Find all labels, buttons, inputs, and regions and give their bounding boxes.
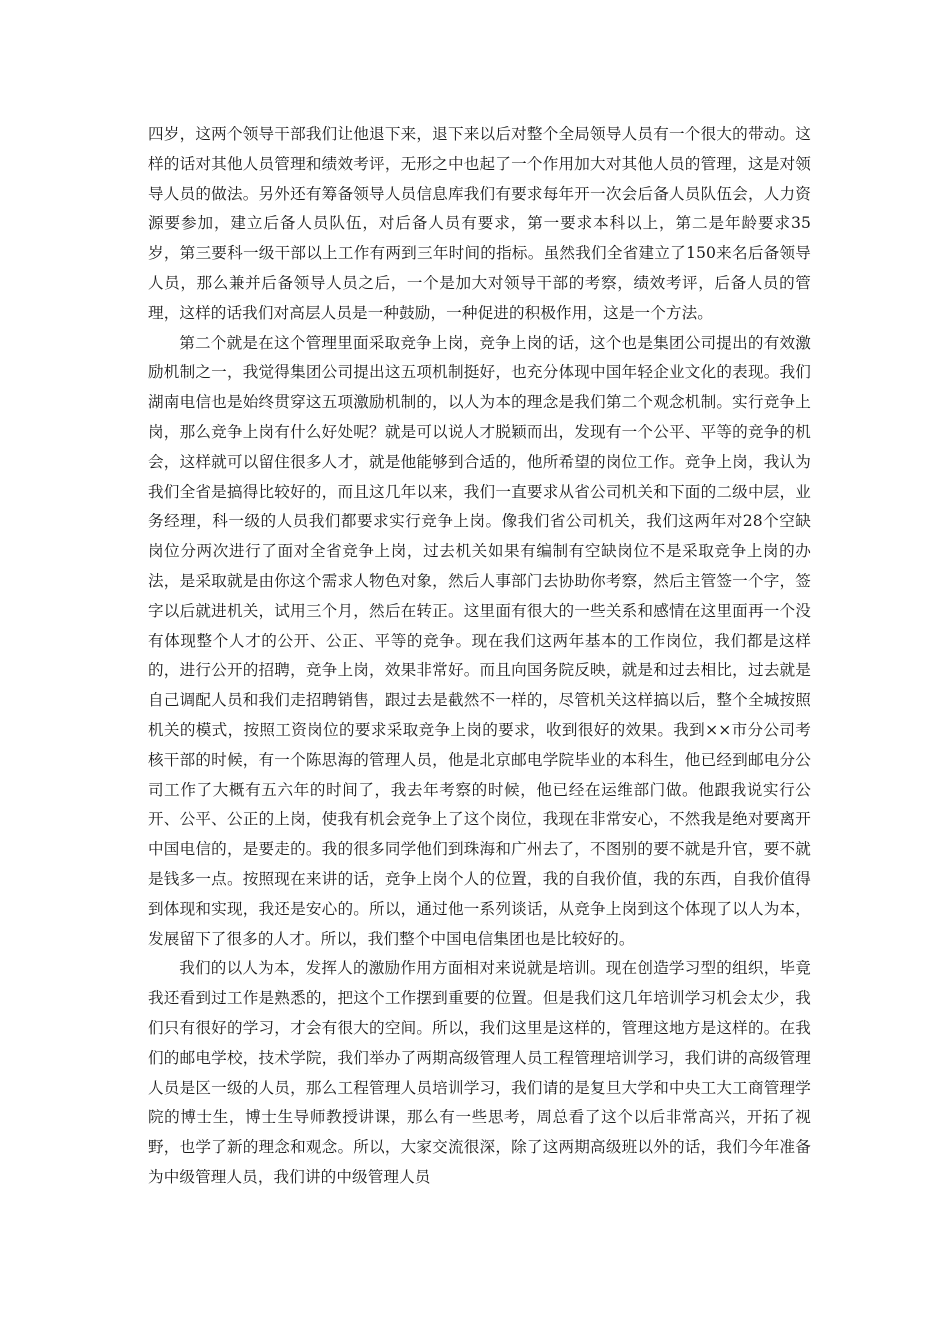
paragraph-3: 我们的以人为本，发挥人的激励作用方面相对来说就是培训。现在创造学习型的组织，毕竟我还看到过工作是熟悉的，把这个工作摆到重要的位置。但是我们这几年培训学习机会太少，我们只有很好的学习，才会有很大的空间。所以，我们这里是这样的，管理这地方是这样的。在我们的邮电学校，技术学院，我们举办了两期高级管理人员工程管理培训学习，我们讲的高级管理人员是区一级的人员，那么工程管理人员培训学习，我们请的是复旦大学和中央工大工商管理学院的博士生，博士生导师教授讲课，那么有一些思考，周总看了这个以后非常高兴，开拓了视野，也学了新的理念和观念。所以，大家交流很深，除了这两期高级班以外的话，我们今年准备为中级管理人员，我们讲的中级管理人员 <box>148 959 811 1186</box>
document-page <box>148 120 811 1193</box>
paragraph-2: 第二个就是在这个管理里面采取竞争上岗，竞争上岗的话，这个也是集团公司提出的有效激励机制之一，我觉得集团公司提出这五项机制挺好，也充分体现中国年轻企业文化的表现。我们湖南电信也是始终贯穿这五项激励机制的，以人为本的理念是我们第二个观念机制。实行竞争上岗，那么竞争上岗有什么好处呢？就是可以说人才脱颖而出，发现有一个公平、平等的竞争的机会，这样就可以留住很多人才，就是他能够到合适的，他所希望的岗位工作。竞争上岗，我认为我们全省是搞得比较好的，而且这几年以来，我们一直要求从省公司机关和下面的二级中层，业务经理，科一级的人员我们都要求实行竞争上岗。像我们省公司机关，我们这两年对28个空缺岗位分两次进行了面对全省竞争上岗，过去机关如果有编制有空缺岗位不是采取竞争上岗的办法，是采取就是由你这个需求人物色对象，然后人事部门去协助你考察，然后主管签一个字，签字以后就进机关，试用三个月，然后在转正。这里面有很大的一些关系和感情在这里面再一个没有体现整个人才的公开、公正、平等的竞争。现在我们这两年基本的工作岗位，我们都是这样的，进行公开的招聘，竞争上岗，效果非常好。而且向国务院反映，就是和过去相比，过去就是自己调配人员和我们走招聘销售，跟过去是截然不一样的，尽管机关这样搞以后，整个全城按照机关的模式，按照工资岗位的要求采取竞争上岗的要求，收到很好的效果。我到××市分公司考核干部的时候，有一个陈思海的管理人员，他是北京邮电学院毕业的本科生，他已经到邮电分公司工作了大概有五六年的时间了，我去年考察的时候，他已经在运维部门做。他跟我说实行公开、公平、公正的上岗，使我有机会竞争上了这个岗位，我现在非常安心，不然我是绝对要离开中国电信的，是要走的。我的很多同学他们到珠海和广州去了，不图别的要不就是升官，要不就是钱多一点。按照现在来讲的话，竞争上岗个人的位置，我的自我价值，我的东西，自我价值得到体现和实现，我还是安心的。所以，通过他一系列谈话，从竞争上岗到这个体现了以人为本，发展留下了很多的人才。所以，我们整个中国电信集团也是比较好的。 <box>148 333 811 948</box>
paragraph-1: 四岁，这两个领导干部我们让他退下来，退下来以后对整个全局领导人员有一个很大的带动。这样的话对其他人员管理和绩效考评，无形之中也起了一个作用加大对其他人员的管理，这是对领导人员的做法。另外还有筹备领导人员信息库我们有要求每年开一次会后备人员队伍会，人力资源要参加，建立后备人员队伍，对后备人员有要求，第一要求本科以上，第二是年龄要求35岁，第三要科一级干部以上工作有两到三年时间的指标。虽然我们全省建立了150来名后备领导人员，那么兼并后备领导人员之后，一个是加大对领导干部的考察，绩效考评，后备人员的管理，这样的话我们对高层人员是一种鼓励，一种促进的积极作用，这是一个方法。 <box>148 125 811 322</box>
